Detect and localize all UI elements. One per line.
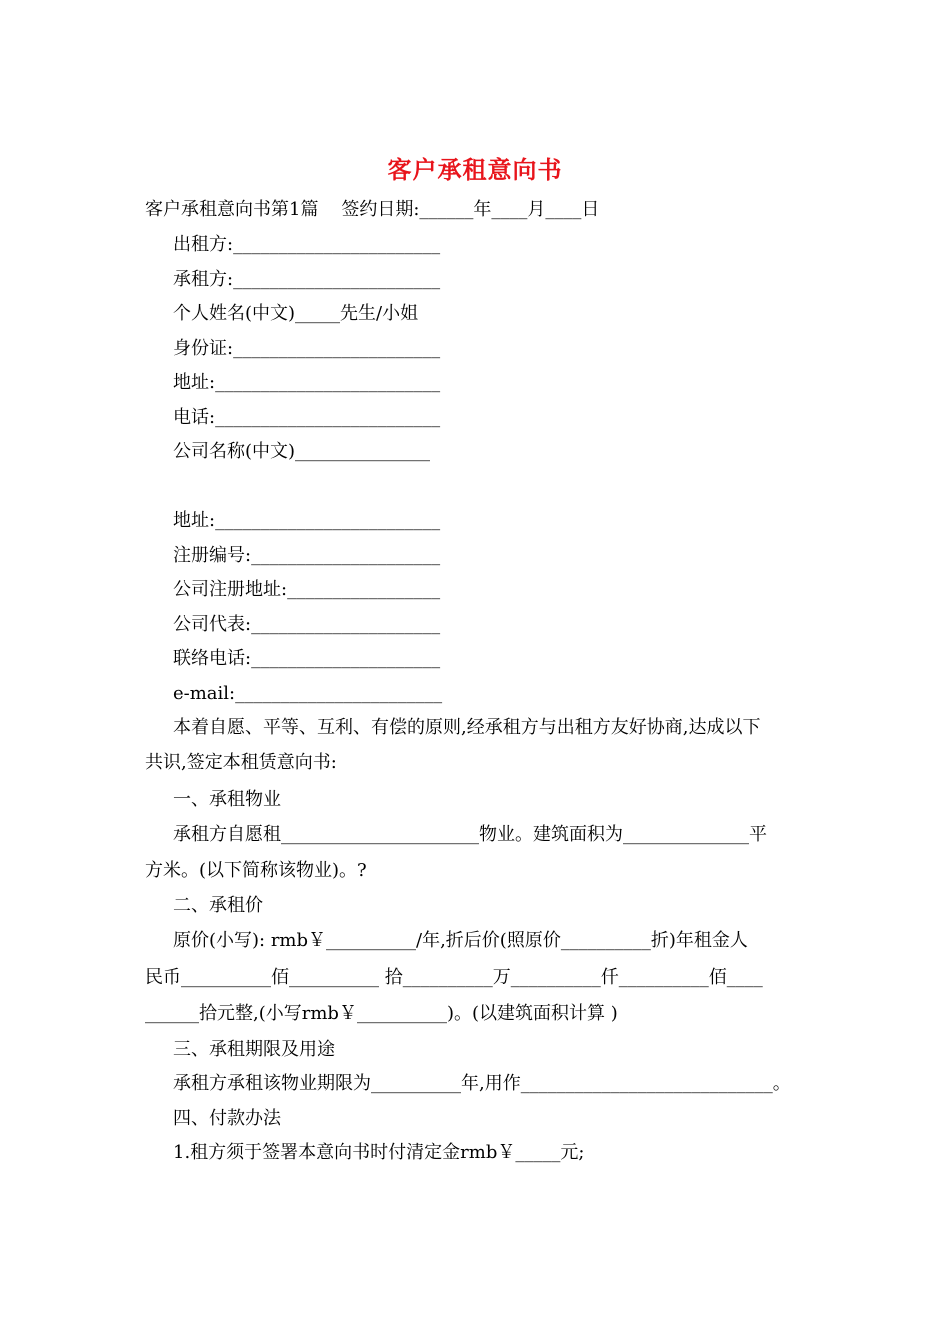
email-line: e-mail:_______________________	[173, 683, 443, 704]
section-2-paragraph-line-3: ______拾元整,(小写rmb￥__________)。(以建筑面积计算 )	[145, 1003, 618, 1024]
company-name-line: 公司名称(中文)_______________	[173, 441, 431, 462]
section-4-heading: 四、付款办法	[173, 1108, 281, 1129]
section-1-paragraph-line-2: 方米。(以下简称该物业)。?	[145, 860, 367, 881]
intro-paragraph-line-1: 本着自愿、平等、互利、有偿的原则,经承租方与出租方友好协商,达成以下	[173, 717, 761, 738]
section-4-item-1: 1.租方须于签署本意向书时付清定金rmb￥_____元;	[173, 1142, 585, 1163]
lessee-line: 承租方:_______________________	[173, 269, 441, 290]
personal-name-line: 个人姓名(中文)_____先生/小姐	[173, 303, 419, 324]
registration-number-line: 注册编号:_____________________	[173, 545, 441, 566]
registered-address-line: 公司注册地址:_________________	[173, 579, 441, 600]
section-2-heading: 二、承租价	[173, 895, 263, 916]
section-3-heading: 三、承租期限及用途	[173, 1039, 335, 1060]
section-3-paragraph: 承租方承租该物业期限为__________年,用作____________________________。	[173, 1073, 791, 1094]
section-1-paragraph-line-1: 承租方自愿租______________________物业。建筑面积为______________平	[173, 824, 767, 845]
contact-phone-line: 联络电话:_____________________	[173, 648, 441, 669]
lessor-line: 出租方:_______________________	[173, 234, 441, 255]
section-2-paragraph-line-1: 原价(小写): rmb￥__________/年,折后价(照原价__________折)年租金人	[173, 930, 748, 951]
phone-line: 电话:_________________________	[173, 407, 441, 428]
id-card-line: 身份证:_______________________	[173, 338, 441, 359]
section-2-paragraph-line-2: 民币__________佰__________ 拾__________万__________仟__________佰____	[145, 967, 763, 988]
header-line: 客户承租意向书第1篇 签约日期:______年____月____日	[145, 199, 600, 220]
company-address-line: 地址:_________________________	[173, 510, 441, 531]
document-title: 客户承租意向书	[387, 155, 563, 184]
intro-paragraph-line-2: 共识,签定本租赁意向书:	[145, 752, 337, 773]
address-line: 地址:_________________________	[173, 372, 441, 393]
section-1-heading: 一、承租物业	[173, 789, 281, 810]
company-representative-line: 公司代表:_____________________	[173, 614, 441, 635]
